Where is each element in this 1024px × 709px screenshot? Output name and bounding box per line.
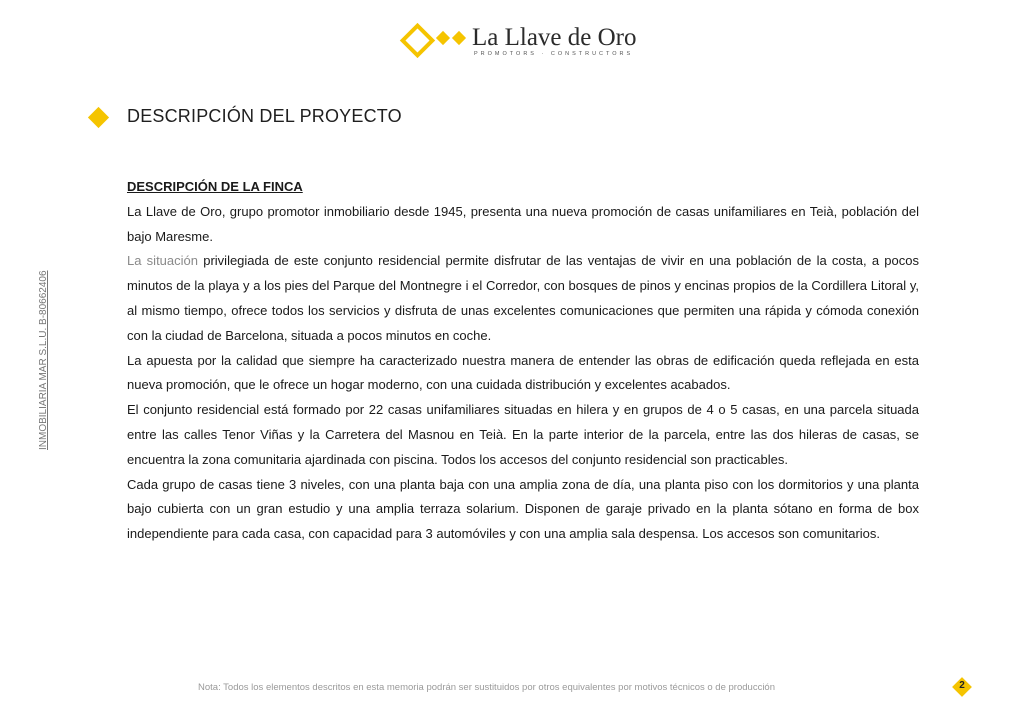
page-title: DESCRIPCIÓN DEL PROYECTO <box>127 106 402 126</box>
paragraph-intro: La Llave de Oro, grupo promotor inmobiliario desde 1945, presenta una nueva promoción de casas unifamiliares en Teià, población del bajo Maresme. <box>127 203 919 244</box>
side-registry-text: INMOBILIARIA MAR S.L.U. B-80662406 <box>38 270 49 450</box>
paragraph-houses: Cada grupo de casas tiene 3 niveles, con una planta baja con una amplia zona de día, una planta piso con los dormitorios y una planta bajo cubierta con un gran estudio y una amplia terraza solarium. Disponen de garaje privado en la planta sótano en forma de box independiente para cada casa, con capacidad para 3 automóviles y con una amplia sala despensa. Los accesos son comunitarios. <box>127 476 919 542</box>
paragraph-location-text: privilegiada de este conjunto residencial permite disfrutar de las ventajas de vivir en una población de la costa, a pocos minutos de la playa y a los pies del Parque del Montnegre i el Corredor, con bosques de pinos y encinas propios de la Cordillera Litoral y, al mismo tiempo, ofrece todos los servicios y disfruta de unas excelentes comunicaciones que permiten una rápida y cómoda conexión con la ciudad de Barcelona, situada a pocos minutos en coche. <box>127 253 919 343</box>
page-number: 2 <box>959 680 965 691</box>
brand-name: La Llave de Oro <box>472 24 637 51</box>
paragraph-lead: La situación <box>127 253 198 269</box>
page-number-badge <box>953 678 971 696</box>
title-diamond-icon <box>88 107 109 128</box>
section-heading: DESCRIPCIÓN DE LA FINCA <box>127 179 303 194</box>
project-description <box>127 175 919 547</box>
logo-diamond-icon <box>400 23 435 58</box>
brand-tagline: PROMOTORS · CONSTRUCTORS <box>474 51 634 57</box>
paragraph-complex: El conjunto residencial está formado por 22 casas unifamiliares situadas en hilera y en grupos de 4 o 5 casas, en una parcela situada entre las calles Tenor Viñas y la Carretera del Masnou en Teià. En la parte interior de la parcela, entre las dos hileras de casas, se encuentra la zona comunitaria ajardinada con piscina. Todos los accesos del conjunto residencial son practicables. <box>127 402 919 467</box>
logo-small-diamond-icon <box>452 31 466 45</box>
paragraph-quality: La apuesta por la calidad que siempre ha caracterizado nuestra manera de entender las obras de edificación queda reflejada en esta nueva promoción, que le ofrece un hogar moderno, con una cuidada distribución y excelentes acabados. <box>127 352 919 393</box>
footer-note: Nota: Todos los elementos descritos en esta memoria podrán ser sustituidos por otros equivalentes por motivos técnicos o de producción <box>198 682 775 693</box>
logo-small-diamond-icon <box>436 31 450 45</box>
brand-logo <box>400 20 640 60</box>
paragraph-location <box>127 249 919 348</box>
